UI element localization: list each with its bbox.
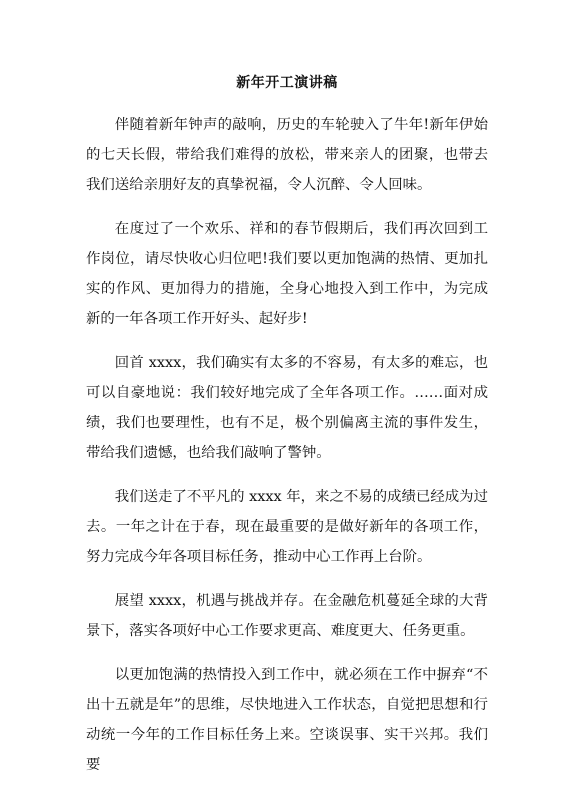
paragraph-3: 回首 xxxx，我们确实有太多的不容易，有太多的难忘，也可以自豪地说：我们较好地完成了全年各项工作。……面对成绩，我们也要理性，也有不足，极个别偏离主流的事件发生，带给我们遗憾，也给我们敲响了警钟。 [86, 355, 488, 461]
paragraph-1: 伴随着新年钟声的敲响，历史的车轮驶入了牛年!新年伊始的七天长假，带给我们难得的放松，带来亲人的团聚，也带去我们送给亲朋好友的真挚祝福，令人沉醉、令人回味。 [86, 117, 488, 193]
paragraph-2: 在度过了一个欢乐、祥和的春节假期后，我们再次回到工作岗位，请尽快收心归位吧!我们要以更加饱满的热情、更加扎实的作风、更加得力的措施，全身心地投入到工作中，为完成新的一年各项工作开好头、起好步! [86, 221, 488, 327]
paragraph-4: 我们送走了不平凡的 xxxx 年，来之不易的成绩已经成为过去。一年之计在于春，现在最重要的是做好新年的各项工作，努力完成今年各项目标任务，推动中心工作再上台阶。 [86, 489, 488, 565]
paragraph-5: 展望 xxxx，机遇与挑战并存。在金融危机蔓延全球的大背景下，落实各项好中心工作要求更高、难度更大、任务更重。 [86, 593, 488, 639]
paragraph-6: 以更加饱满的热情投入到工作中，就必须在工作中摒弃“不出十五就是年”的思维，尽快地进入工作状态，自觉把思想和行动统一今年的工作目标任务上来。空谈误事、实干兴邦。我们要 [86, 667, 488, 773]
document-title: 新年开工演讲稿 [236, 75, 338, 91]
